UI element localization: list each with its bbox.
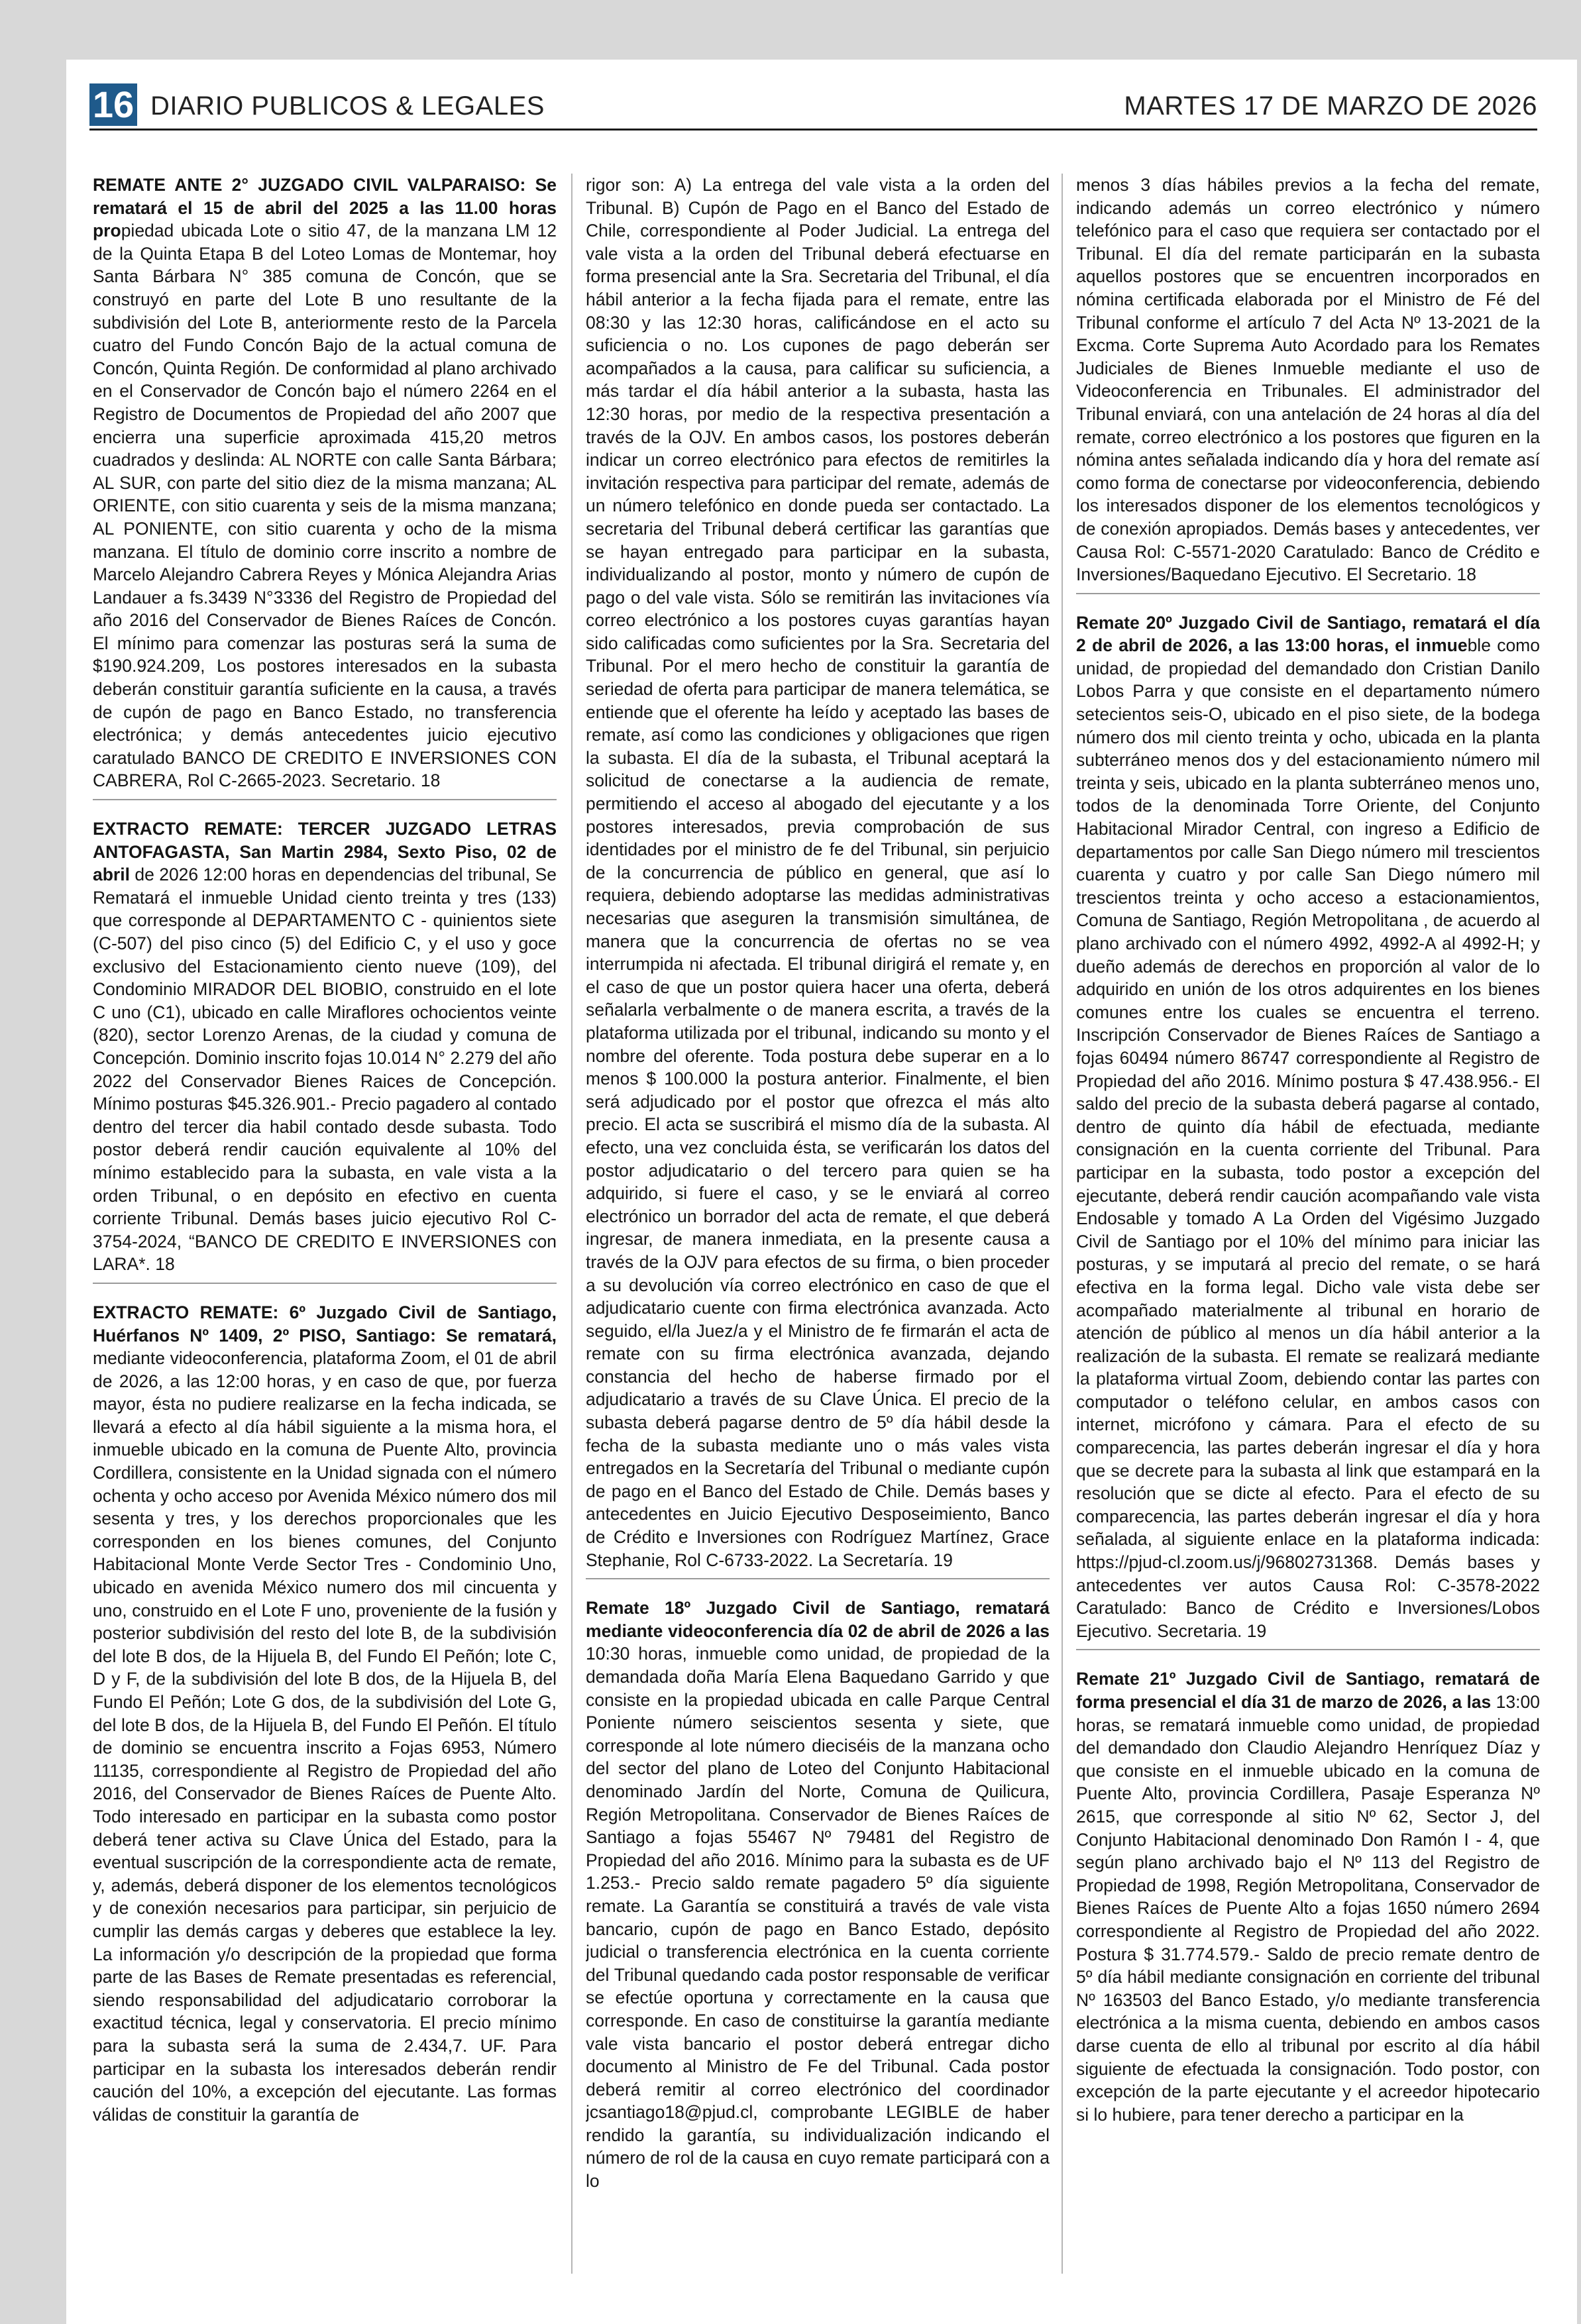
notice-body: piedad ubicada Lote o sitio 47, de la manzana LM 12 de la Quinta Etapa B del Loteo Lomas de Montemar, hoy Santa Bárbara N° 385 comuna de Concón, que se construyó en parte del Lote B uno resultante de la subdivisión del Lote B, anteriormente resto de la Parcela cuatro del Fundo Concón Bajo de la actual comuna de Concón, Quinta Región. De conformidad al plano archivado en el Conservador de Concón bajo el número 2264 en el Registro de Documentos de Propiedad del año 2007 que encierra una superficie aproximada 415,20 metros cuadrados y deslinda: AL NORTE con calle Santa Bárbara; AL SUR, con parte del sitio diez de la misma manzana; AL ORIENTE, con sitio cuarenta y seis de la misma manzana; AL PONIENTE, con sitio cuarenta y ocho de la misma manzana. El título de dominio corre inscrito a nombre de Marcelo Alejandro Cabrera Reyes y Mónica Alejandra Arias Landauer a fs.3439 N°3336 del Registro de Propiedad del año 2016 del Conservador de Bienes Raíces de Concón. El mínimo para comenzar las posturas será la suma de $190.924.209, Los postores interesados en la subasta deberán constituir garantía suficiente en la causa, a través de cupón de pago en Banco Estado, no transferencia electrónica; y demás antecedentes juicio ejecutivo caratulado BANCO DE CREDITO E INVERSIONES CON CABRERA, Rol C-2665-2023. Secretario. 18 (93, 221, 557, 791)
notice-heading: EXTRACTO REMATE: TERCER JUZGADO LETRAS ANTOFAGASTA, San Martin 2984, Sexto Piso, 02 de abril (93, 819, 557, 885)
notice-heading: REMATE ANTE 2° JUZGADO CIVIL VALPARAISO: Se rematará el 15 de abril del 2025 a las 11.00 horas pro (93, 175, 557, 241)
legal-notice (93, 818, 557, 1284)
notice-heading: Remate 18º Juzgado Civil de Santiago, rematará mediante videoconferencia día 02 de abril de 2026 a las (586, 1598, 1050, 1641)
publication-date: MARTES 17 DE MARZO DE 2026 (1124, 91, 1537, 121)
notice-body: de 2026 12:00 horas en dependencias del tribunal, Se Rematará el inmueble Unidad ciento treinta y tres (133) que corresponde al DEPARTAMENTO C - quinientos siete (C-507) del piso cinco (5) del Edificio C, y el uso y goce exclusivo del Estacionamiento ciento nueve (109), del Condominio MIRADOR DEL BIOBIO, construido en el lote C uno (C1), ubicado en calle Miraflores ochocientos veinte (820), sector Lorenzo Arenas, de la ciudad y comuna de Concepción. Dominio inscrito fojas 10.014 N° 2.279 del año 2022 del Conservador Bienes Raices de Concepción. Mínimo posturas $45.326.901.- Precio pagadero al contado dentro del tercer dia habil contado desde subasta. Todo postor deberá rendir caución equivalente al 10% del mínimo establecido para la subasta, en vale vista a la orden Tribunal, o en depósito en efectivo en cuenta corriente Tribunal. Demás bases juicio ejecutivo Rol C-3754-2024, “BANCO DE CREDITO E INVERSIONES con LARA*. 18 (93, 865, 557, 1275)
notice-body: menos 3 días hábiles previos a la fecha del remate, indicando además un correo electrónico y número telefónico para el caso que requiera ser contactado por el Tribunal. El día del remate participarán en la subasta aquellos postores que se encuentren incorporados en nómina certificada elaborada por el Ministro de Fé del Tribunal conforme el artículo 7 del Acta Nº 13-2021 de la Excma. Corte Suprema Auto Acordado para los Remates Judiciales de Bienes Inmueble mediante el uso de Videoconferencia en Tribunales. El administrador del Tribunal enviará, con una antelación de 24 horas al día del remate, correo electrónico a los postores que figuren en la nómina antes señalada indicando día y hora del remate así como forma de conectarse por videoconferencia, debiendo los interesados disponer de los elementos tecnológicos y de conexión apropiados. Demás bases y antecedentes, ver Causa Rol: C-5571-2020 Caratulado: Banco de Crédito e Inversiones/Baquedano Ejecutivo. El Secretario. 18 (1076, 175, 1540, 585)
notice-heading: Remate 21º Juzgado Civil de Santiago, rematará de forma presencial el día 31 de marzo de 2026, a las (1076, 1669, 1540, 1712)
legal-notice (1076, 1667, 1540, 2134)
notice-body: rigor son: A) La entrega del vale vista a la orden del Tribunal. B) Cupón de Pago en el Banco del Estado de Chile, correspondiente al Poder Judicial. La entrega del vale vista a la orden del Tribunal deberá efectuarse en forma presencial ante la Sra. Secretaria del Tribunal, el día hábil anterior a la fecha fijada para el remate, entre las 08:30 y las 12:30 horas, calificándose en el acto su suficiencia o no. Los cupones de pago deberán ser acompañados a la causa, para calificar su suficiencia, a más tardar el día hábil anterior a la subasta, hasta las 12:30 horas, por medio de la respectiva presentación a través de la OJV. En ambos casos, los postores deberán indicar un correo electrónico para efectos de remitirles la invitación respectiva para participar del remate, además de un número telefónico en donde pueda ser contactado. La secretaria del Tribunal deberá certificar las garantías que se hayan entregado para participar en la subasta, individualizando al postor, monto y número de cupón de pago o del vale vista. Sólo se remitirán las invitaciones vía correo electrónico a los postores cuyas garantías hayan sido calificadas como suficientes por la Sra. Secretaria del Tribunal. Por el mero hecho de constituir la garantía de seriedad de oferta para participar de manera telemática, se entiende que el oferente ha leído y aceptado las bases de remate, así como las condiciones y obligaciones que rigen la subasta. El día de la subasta, el Tribunal aceptará la solicitud de conectarse a la audiencia de remate, permitiendo el acceso al abogado del ejecutante y a los postores interesados, previa comprobación de sus identidades por el ministro de fe del Tribunal, sin perjuicio de la concurrencia de público en general, que así lo requiera, debiendo adoptarse las medidas administrativas necesarias que aseguren la transmisión simultánea, de manera que la concurrencia de ofertas no se vea interrumpida ni afectada. El tribunal dirigirá el remate y, en el caso de que un postor quiera hacer una oferta, deberá señalarla verbalmente o de manera escrita, a través de la plataforma utilizada por el tribunal, indicando su monto y el nombre del oferente. Toda postura debe superar en a lo menos $ 100.000 la postura anterior. Finalmente, el bien será adjudicado por el postor que ofrezca el más alto precio. El acta se suscribirá el mismo día de la subasta. Al efecto, una vez concluida ésta, se verificarán los datos del postor adjudicatario o del tercero para quien se ha adquirido, si fuere el caso, y se le enviará al correo electrónico un borrador del acta de remate, el que deberá ingresar, de manera inmediata, en la presente causa a través de la OJV para efectos de su firma, o bien proceder a su devolución vía correo electrónico en caso de que el adjudicatario cuente con firma electrónica avanzada. Acto seguido, el/la Juez/a y el Ministro de fe firmarán el acta de remate con su firma electrónica avanzada, dejando constancia del hecho de haberse firmado por el adjudicatario a través de su Clave Única. El precio de la subasta deberá pagarse dentro de 5º día hábil desde la fecha de la subasta mediante uno o más vales vista entregados en la Secretaría del Tribunal o mediante cupón de pago en el Banco del Estado de Chile. Demás bases y antecedentes en Juicio Ejecutivo Desposeimiento, Banco de Crédito e Inversiones con Rodríguez Martínez, Grace Stephanie, Rol C-6733-2022. La Secretaría. 19 (586, 175, 1050, 1570)
notice-body: 13:00 horas, se rematará inmueble como unidad, de propiedad del demandado don Claudio Alejandro Henríquez Díaz y que consiste en el inmueble ubicado en la comuna de Puente Alto, provincia Cordillera, Pasaje Esperanza Nº 2615, que corresponde al sitio Nº 62, Sector J, del Conjunto Habitacional denominado Don Ramón I - 4, que según plano archivado bajo el Nº 113 del Registro de Propiedad de 1998, Región Metropolitana, Conservador de Bienes Raíces de Puente Alto a fojas 1650 número 2694 correspondiente al Registro de Propiedad del año 2022. Postura $ 31.774.579.- Saldo de precio remate dentro de 5º día hábil mediante consignación en corriente del tribunal Nº 163503 del Banco Estado, y/o mediante transferencia electrónica a la misma cuenta, debiendo en ambos casos darse cuenta de ello al tribunal por escrito al día hábil siguiente de efectuada la consignación. Todo postor, con excepción de la parte ejecutante y el acreedor hipotecario si lo hubiere, para tener derecho a participar en la (1076, 1692, 1540, 2125)
legal-notice (93, 174, 557, 800)
column-3 (1076, 174, 1540, 2274)
notice-body: ble como unidad, de propiedad del demandado don Cristian Danilo Lobos Parra y que consiste en el departamento número setecientos seis-O, ubicado en el piso siete, de la bodega número dos mil ciento treinta y ocho, ubicada en la planta subterráneo menos dos y del estacionamiento número mil treinta y seis, ubicado en la planta subterráneo menos uno, todos de la denominada Torre Oriente, del Conjunto Habitacional Mirador Central, con ingreso a Edificio de departamentos por calle San Diego número mil trescientos cuarenta y cuatro y por calle San Diego número mil trescientos treinta y ocho acceso a estacionamientos, Comuna de Santiago, Región Metropolitana , de acuerdo al plano archivado con el número 4992, 4992-A al 4992-H; y dueño además de derechos en proporción al valor de lo adquirido en unión de los otros adquirentes en los bienes comunes entre los cuales se encuentra el terreno. Inscripción Conservador de Bienes Raíces de Santiago a fojas 60494 número 86747 correspondiente al Registro de Propiedad del año 2016. Mínimo postura $ 47.438.956.- El saldo del precio de la subasta deberá pagarse al contado, dentro de quinto día hábil de efectuada, mediante consignación en la cuenta corriente del Tribunal. Para participar en la subasta, todo postor a excepción del ejecutante, deberá rendir caución acompañando vale vista Endosable y tomado A La Orden del Vigésimo Juzgado Civil de Santiago por el 10% del mínimo para iniciar las posturas, y se imputará al precio del remate, o se hará efectiva en la forma legal. Dicho vale vista debe ser acompañado materialmente al tribunal en horario de atención de público al menos un día hábil anterior a la realización de la subasta. El remate se realizará mediante la plataforma virtual Zoom, debiendo contar las partes con computador o teléfono celular, en ambos casos con internet, micrófono y cámara. Para el efecto de su comparecencia, las partes deberán ingresar el día y hora que se decrete para la subasta al link que estampará en la resolución que se dicte al efecto. Para el efecto de su comparecencia, las partes deberán ingresar el día y hora señalada, al siguiente enlace en la plataforma indicada: https://pjud-cl.zoom.us/j/96802731368. Demás bases y antecedentes ver autos Causa Rol: C-3578-2022 Caratulado: Banco de Crédito e Inversiones/Lobos Ejecutivo. Secretaria. 19 (1076, 635, 1540, 1641)
legal-notice (1076, 174, 1540, 594)
legal-notice (586, 174, 1050, 1579)
notice-body: mediante videoconferencia, plataforma Zoom, el 01 de abril de 2026, a las 12:00 horas, y en caso de que, por fuerza mayor, ésta no pudiere realizarse en la fecha indicada, se llevará a efecto al día hábil siguiente a la misma hora, el inmueble ubicado en la comuna de Puente Alto, provincia Cordillera, consistente en la Unidad signada con el número ochenta y ocho acceso por Avenida México número dos mil sesenta y tres, y los derechos proporcionales que les corresponden en los bienes comunes, del Conjunto Habitacional Monte Verde Sector Tres - Condominio Uno, ubicado en avenida México numero dos mil cincuenta y uno, construido en el Lote F uno, proveniente de la fusión y posterior subdivisión del resto del lote B, de la subdivisión del lote B dos, de la Hijuela B, del Fundo El Peñón; lote C, D y F, de la subdivisión del lote B dos, de la Hijuela B, del Fundo El Peñón; Lote G dos, de la subdivisión del Lote G, del lote B dos, de la Hijuela B, del Fundo El Peñón. El título de dominio se encuentra inscrito a Fojas 6953, Número 11135, correspondiente al Registro de Propiedad del año 2016, del Conservador de Bienes Raíces de Puente Alto. Todo interesado en participar en la subasta como postor deberá tener activa su Clave Única del Estado, para la eventual suscripción de la correspondiente acta de remate, y, además, deberá disponer de los elementos tecnológicos y de conexión necesarios para participar, sin perjuicio de cumplir las demás cargas y deberes que establece la ley. La información y/o descripción de la propiedad que forma parte de las Bases de Remate presentadas es referencial, siendo responsabilidad del adjudicatario corroborar la exactitud técnica, legal y conservatoria. El precio mínimo para la subasta será la suma de 2.434,7. UF. Para participar en la subasta los interesados deberán rendir caución del 10%, a excepción del ejecutante. Las formas válidas de constituir la garantía de (93, 1348, 557, 2125)
legal-notice (93, 1301, 557, 2134)
legal-notice (1076, 611, 1540, 1651)
column-divider (1062, 174, 1063, 2274)
notice-heading: Remate 20º Juzgado Civil de Santiago, rematará el día 2 de abril de 2026, a las 13:00 horas, el inmue (1076, 612, 1540, 656)
notice-heading: EXTRACTO REMATE: 6º Juzgado Civil de Santiago, Huérfanos Nº 1409, 2º PISO, Santiago: Se rematará, (93, 1302, 557, 1346)
column-divider (571, 174, 572, 2274)
masthead (89, 82, 1537, 131)
page-number: 16 (89, 83, 137, 126)
notice-body: 10:30 horas, inmueble como unidad, de propiedad de la demandada doña María Elena Baquedano Garrido y que consiste en la propiedad ubicada en calle Parque Central Poniente número seiscientos sesenta y siete, que corresponde al lote número dieciséis de la manzana ocho del sector del plano de Loteo del Conjunto Habitacional denominado Jardín del Norte, Comuna de Quilicura, Región Metropolitana. Conservador de Bienes Raíces de Santiago a fojas 55467 Nº 79481 del Registro de Propiedad del año 2016. Mínimo para la subasta es de UF 1.253.- Precio saldo remate pagadero 5º día siguiente remate. La Garantía se constituirá a través de vale vista bancario, cupón de pago en Banco Estado, depósito judicial o transferencia electrónica en la cuenta corriente del Tribunal quedando cada postor responsable de verificar se efectúe oportuna y correctamente en la causa que corresponde. En caso de constituirse la garantía mediante vale vista bancario el postor deberá entregar dicho documento al Ministro de Fe del Tribunal. Cada postor deberá remitir al correo electrónico del coordinador jcsantiago18@pjud.cl, comprobante LEGIBLE de haber rendido la garantía, su individualización indicando el número de rol de la causa en cuyo remate participará con a lo (586, 1644, 1050, 2192)
legal-notice (586, 1597, 1050, 2200)
column-2 (586, 174, 1050, 2274)
column-1 (93, 174, 557, 2274)
publication-name: DIARIO PUBLICOS & LEGALES (150, 91, 545, 121)
